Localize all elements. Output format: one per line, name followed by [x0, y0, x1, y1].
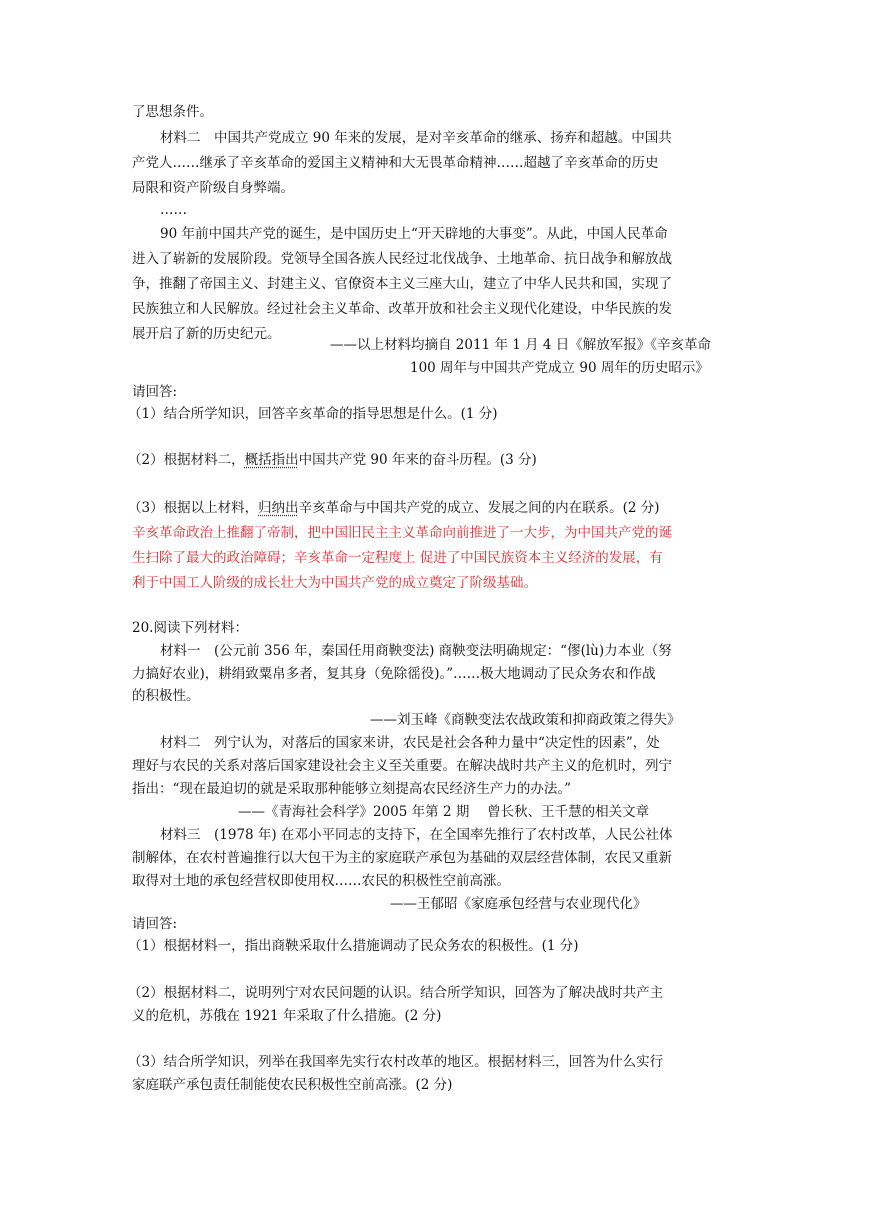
question-2	[128, 450, 537, 470]
source-citation: ——《青海社会科学》2005 年第 2 期 曾长秋、王千慧的相关文章	[238, 804, 650, 820]
material-one-line: 的积极性。	[132, 688, 200, 704]
material-two-line: 材料二 列宁认为，对落后的国家来讲，农民是社会各种力量中“决定性的因素”，处	[160, 735, 660, 751]
paragraph-line: 展开启了新的历史纪元。	[132, 326, 281, 342]
question-3: （3）结合所学知识，列举在我国率先实行农村改革的地区。根据材料三，回答为什么实行	[128, 1054, 664, 1070]
material-two-line: 材料二 中国共产党成立 90 年来的发展，是对辛亥革命的继承、扬弃和超越。中国共	[160, 130, 672, 146]
material-three-line: 制解体，在农村普遍推行以大包干为主的家庭联产承包为基础的双层经营体制，农民又重新	[132, 850, 672, 866]
answer-line: 生扫除了最大的政治障碍；辛亥革命一定程度上 促进了中国民族资本主义经济的发展，有	[132, 550, 663, 566]
emphasis-text: 概括指出	[244, 452, 299, 468]
question-3-prefix: （3）根据以上材料，	[128, 500, 259, 516]
source-citation: ——刘玉峰《商鞅变法农战政策和抑商政策之得失》	[370, 712, 681, 728]
material-two-line: 指出：“现在最迫切的就是采取那种能够立刻提高农民经济生产力的办法。”	[132, 781, 572, 797]
material-three-line: 材料三 (1978 年) 在邓小平同志的支持下，在全国率先推行了农村改革，人民公社体	[160, 827, 673, 843]
source-citation: ——王郁昭《家庭承包经营与农业现代化》	[390, 896, 647, 912]
paragraph-line: 90 年前中国共产党的诞生，是中国历史上“开天辟地的大事变”。从此，中国人民革命	[160, 226, 668, 242]
emphasis-text: 归纳出	[258, 500, 299, 516]
material-two-line: 局限和资产阶级自身弊端。	[132, 180, 294, 196]
question-prompt: 请回答:	[132, 916, 178, 932]
question-3-suffix: 辛亥革命与中国共产党的成立、发展之间的内在联系。(2 分)	[298, 500, 660, 516]
material-one-line: 力搞好农业)，耕绢致粟帛多者，复其身（免除徭役)。”……极大地调动了民众务农和作战	[132, 666, 656, 682]
question-2: （2）根据材料二，说明列宁对农民问题的认识。结合所学知识，回答为了解决战时共产主	[128, 985, 664, 1001]
ellipsis: ……	[160, 202, 187, 218]
question-1: （1）结合所学知识，回答辛亥革命的指导思想是什么。(1 分)	[128, 406, 498, 422]
question-20-heading: 20.阅读下列材料：	[132, 620, 248, 636]
question-2: 义的危机，苏俄在 1921 年采取了什么措施。(2 分)	[132, 1008, 442, 1024]
text-line: 了思想条件。	[132, 104, 213, 120]
question-2-suffix: 中国共产党 90 年来的奋斗历程。(3 分)	[298, 452, 537, 468]
question-2-prefix: （2）根据材料二，	[128, 452, 245, 468]
question-3	[128, 498, 660, 518]
source-citation: ——以上材料均摘自 2011 年 1 月 4 日《解放军报》《辛亥革命	[330, 337, 712, 353]
paragraph-line: 民族独立和人民解放。经过社会主义革命、改革开放和社会主义现代化建设，中华民族的发	[132, 301, 672, 317]
paragraph-line: 争，推翻了帝国主义、封建主义、官僚资本主义三座大山，建立了中华人民共和国，实现了	[132, 276, 672, 292]
material-two-line: 产党人……继承了辛亥革命的爱国主义精神和大无畏革命精神……超越了辛亥革命的历史	[132, 155, 659, 171]
answer-line: 利于中国工人阶级的成长壮大为中国共产党的成立奠定了阶级基础。	[132, 575, 537, 591]
question-prompt: 请回答:	[132, 384, 178, 400]
material-two-line: 理好与农民的关系对落后国家建设社会主义至关重要。在解决战时共产主义的危机时，列宁	[132, 758, 672, 774]
source-citation: 100 周年与中国共产党成立 90 周年的历史昭示》	[410, 360, 709, 376]
paragraph-line: 进入了崭新的发展阶段。党领导全国各族人民经过北伐战争、土地革命、抗日战争和解放战	[132, 251, 672, 267]
material-three-line: 取得对土地的承包经营权即使用权……农民的积极性空前高涨。	[132, 873, 510, 889]
answer-line: 辛亥革命政治上推翻了帝制，把中国旧民主主义革命向前推进了一大步，为中国共产党的诞	[132, 525, 672, 541]
question-3: 家庭联产承包责任制能使农民积极性空前高涨。(2 分)	[132, 1077, 453, 1093]
question-1: （1）根据材料一，指出商鞅采取什么措施调动了民众务农的积极性。(1 分)	[128, 938, 579, 954]
material-one-line: 材料一 (公元前 356 年，秦国任用商鞅变法) 商鞅变法明确规定：“僇(lù)力本业（努	[160, 643, 672, 659]
